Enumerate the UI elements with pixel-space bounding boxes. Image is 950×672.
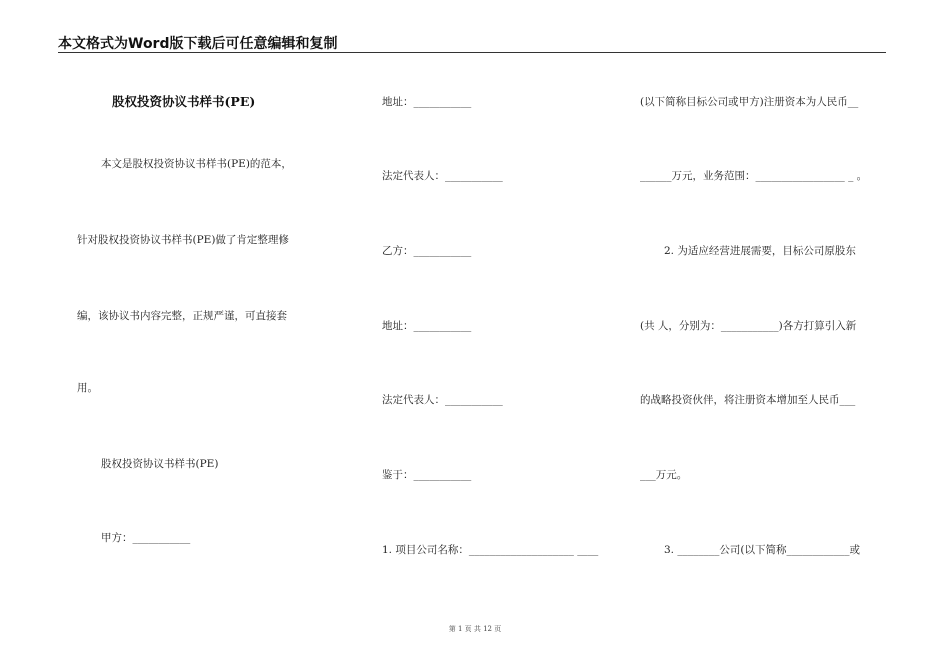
paragraph-line: (共 人，分别为：___________)各方打算引入新 [640, 320, 857, 332]
paragraph-line: 用。 [77, 382, 98, 394]
project-company-name-field: 1. 项目公司名称：____________________ ____ [382, 544, 599, 556]
party-b-field: 乙方：___________ [382, 245, 472, 257]
document-title: 股权投资协议书样书(PE) [112, 94, 256, 109]
paragraph-line: ___万元。 [640, 469, 688, 481]
address-field: 地址：___________ [382, 96, 472, 108]
paragraph-line: 编，该协议书内容完整，正规严谨，可直接套 [77, 310, 287, 322]
address-field: 地址：___________ [382, 320, 472, 332]
whereas-field: 鉴于：___________ [382, 469, 472, 481]
paragraph-line: ______万元，业务范围：_________________ _ 。 [640, 170, 868, 182]
paragraph-line: 的战略投资伙伴，将注册资本增加至人民币___ [640, 394, 856, 406]
paragraph-line: 2. 为适应经营进展需要，目标公司原股东 [664, 245, 856, 257]
paragraph-line: 本文是股权投资协议书样书(PE)的范本， [101, 158, 292, 170]
legal-representative-field: 法定代表人：___________ [382, 170, 503, 182]
document-header: 本文格式为Word版下载后可任意编辑和复制 [58, 36, 338, 52]
paragraph-line: 3. ________公司(以下简称____________或 [664, 544, 860, 556]
paragraph-line: 针对股权投资协议书样书(PE)做了肯定整理修 [77, 234, 289, 246]
paragraph-line: (以下简称目标公司或甲方)注册资本为人民币__ [640, 96, 859, 108]
header-divider [58, 52, 886, 53]
party-a-field: 甲方：___________ [101, 532, 191, 544]
legal-representative-field: 法定代表人：___________ [382, 394, 503, 406]
paragraph-line: 股权投资协议书样书(PE) [101, 458, 219, 470]
page-number: 第 1 页 共 12 页 [448, 625, 502, 633]
